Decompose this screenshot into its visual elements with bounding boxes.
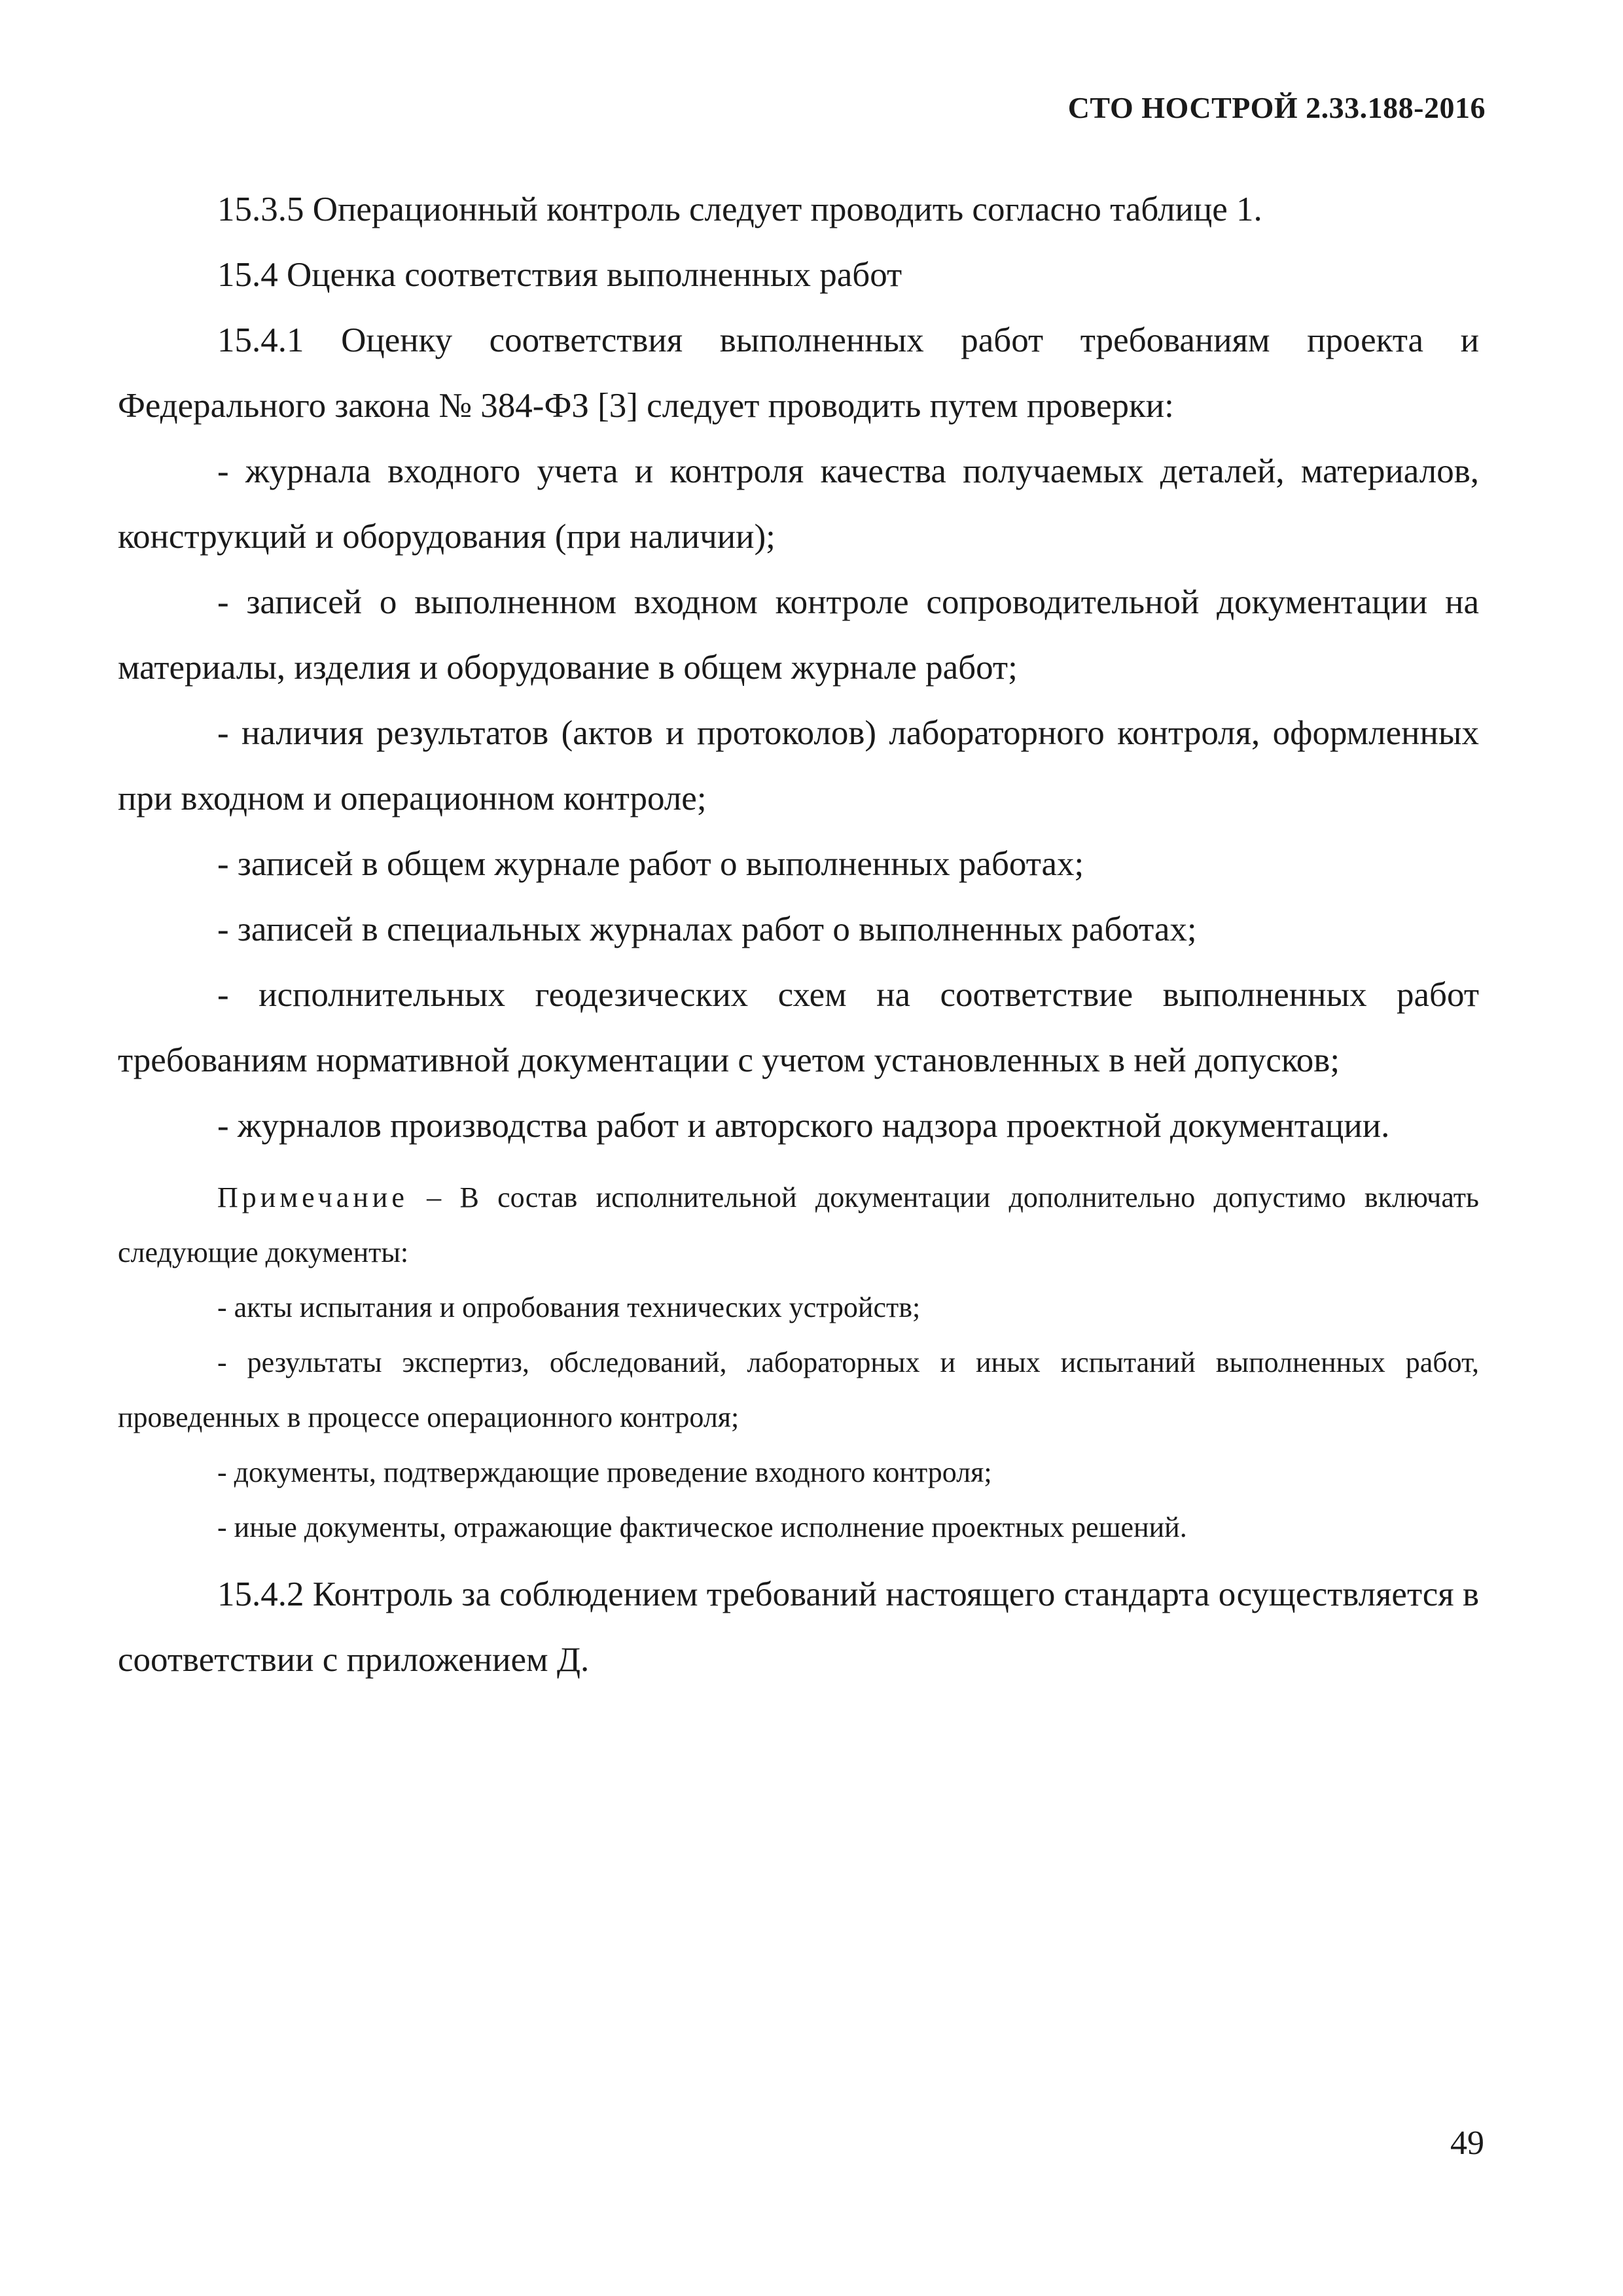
list-item: - записей о выполненном входном контроле сопроводительной документации на материалы, изделия и оборудование в общем журнале работ; bbox=[118, 583, 1479, 687]
list-item: - наличия результатов (актов и протоколов) лабораторного контроля, оформленных при входном и операционном контроле; bbox=[118, 714, 1479, 817]
note-label: Примечание bbox=[217, 1181, 408, 1213]
list-item: - записей в специальных журналах работ о выполненных работах; bbox=[217, 910, 1197, 948]
paragraph-15-4-2: 15.4.2 Контроль за соблюдением требований настоящего стандарта осуществляется в соответствии с приложением Д. bbox=[118, 1575, 1479, 1679]
note-list-item: - иные документы, отражающие фактическое исполнение проектных решений. bbox=[217, 1511, 1187, 1543]
paragraph-15-3-5: 15.3.5 Операционный контроль следует проводить согласно таблице 1. bbox=[217, 190, 1262, 228]
section-heading-15-4: 15.4 Оценка соответствия выполненных работ bbox=[217, 256, 902, 294]
note-list-item: - акты испытания и опробования технических устройств; bbox=[217, 1291, 921, 1323]
list-item: - исполнительных геодезических схем на соответствие выполненных работ требованиям нормативной документации с учетом установленных в ней допусков; bbox=[118, 976, 1479, 1079]
note-list-item: - результаты экспертиз, обследований, лабораторных и иных испытаний выполненных работ, проведенных в процессе операционного контроля; bbox=[118, 1346, 1479, 1433]
note-block bbox=[118, 1170, 1479, 1555]
page-number: 49 bbox=[1450, 2125, 1484, 2162]
note-intro bbox=[118, 1170, 1479, 1280]
paragraph-15-4-1: 15.4.1 Оценку соответствия выполненных работ требованиям проекта и Федерального закона № 384-ФЗ [3] следует проводить путем проверки: bbox=[118, 321, 1479, 425]
list-item: - журналов производства работ и авторского надзора проектной документации. bbox=[217, 1107, 1390, 1145]
list-item: - записей в общем журнале работ о выполненных работах; bbox=[217, 845, 1084, 883]
document-code-header: СТО НОСТРОЙ 2.33.188-2016 bbox=[1067, 91, 1486, 124]
note-list-item: - документы, подтверждающие проведение входного контроля; bbox=[217, 1456, 992, 1488]
note-intro-text: – В состав исполнительной документации дополнительно допустимо включать следующие документы: bbox=[118, 1181, 1479, 1268]
page-body bbox=[118, 177, 1479, 1693]
list-item: - журнала входного учета и контроля качества получаемых деталей, материалов, конструкций и оборудования (при наличии); bbox=[118, 452, 1479, 556]
